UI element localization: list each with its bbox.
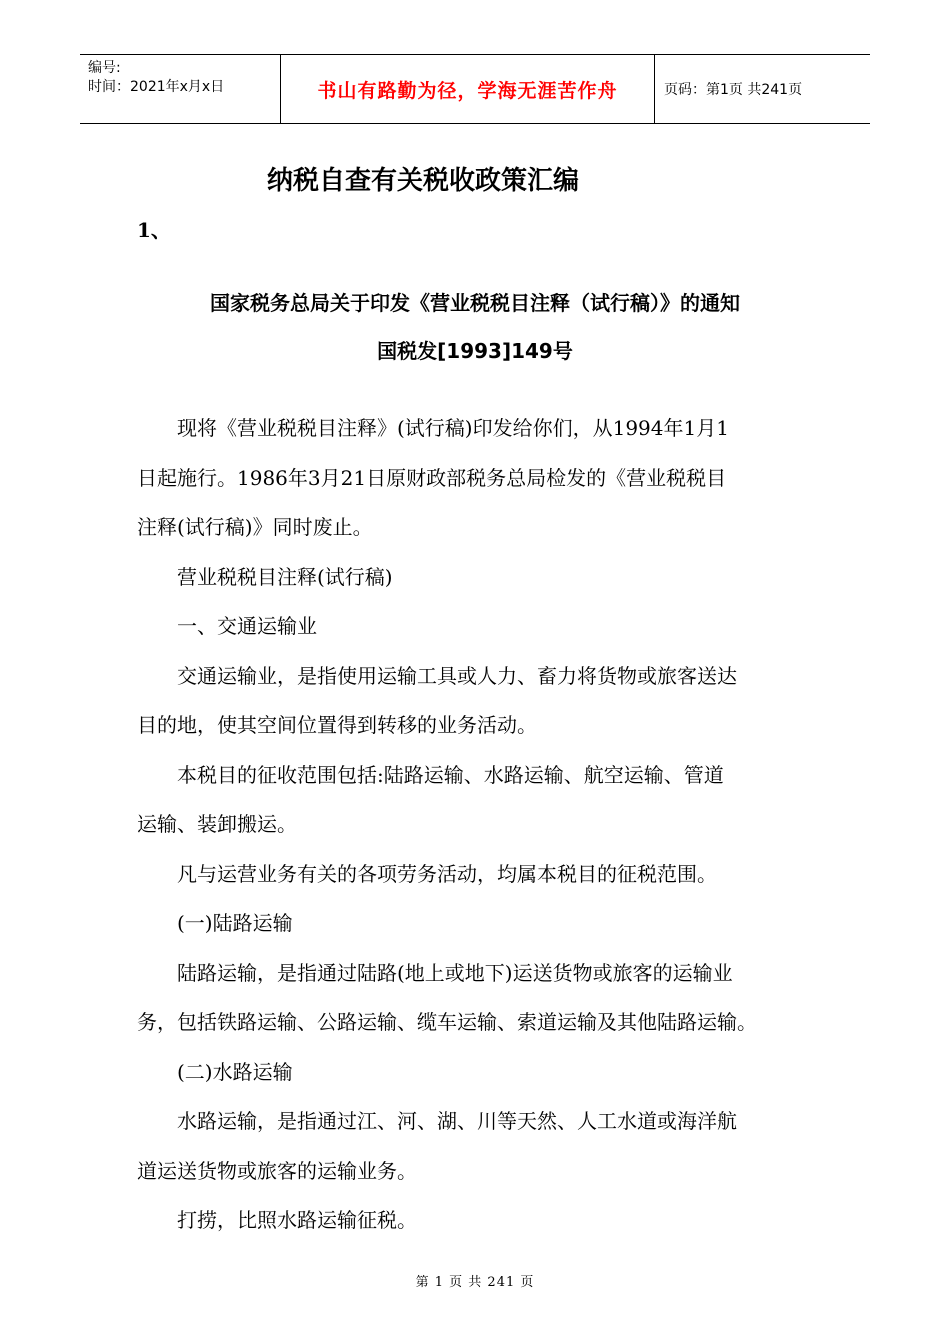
paragraph-line: 陆路运输，是指通过陆路(地上或地下)运送货物或旅客的运输业 xyxy=(177,960,733,985)
page-footer: 第 1 页 共 241 页 xyxy=(415,1275,535,1290)
paragraph-line: 目的地，使其空间位置得到转移的业务活动。 xyxy=(137,713,537,737)
header-motto: 书山有路勤为径，学海无涯苦作舟 xyxy=(317,79,618,102)
time-label: 时间：2021年x月x日 xyxy=(88,79,225,95)
paragraph-line: 本税目的征收范围包括:陆路运输、水路运输、航空运输、管道 xyxy=(177,762,724,787)
paragraph-line: (一)陆路运输 xyxy=(177,911,293,935)
paragraph xyxy=(137,1196,825,1246)
paragraph xyxy=(137,850,825,900)
paragraph-line: 运输、装卸搬运。 xyxy=(137,812,297,836)
paragraph-line: 务，包括铁路运输、公路运输、缆车运输、索道运输及其他陆路运输。 xyxy=(137,1010,757,1034)
notice-title: 国家税务总局关于印发《营业税税目注释（试行稿）》的通知 xyxy=(210,291,740,315)
paragraph-line: 营业税税目注释(试行稿) xyxy=(177,564,393,589)
section-number: 1、 xyxy=(137,218,171,242)
paragraph xyxy=(137,404,825,553)
paragraph-line: (二)水路运输 xyxy=(177,1059,293,1084)
paragraph-line: 日起施行。1986年3月21日原财政部税务总局检发的《营业税税目 xyxy=(137,465,727,490)
document-title: 纳税自查有关税收政策汇编 xyxy=(266,166,579,196)
paragraph-line: 注释(试行稿)》同时废止。 xyxy=(137,515,373,539)
page-header xyxy=(80,54,870,124)
paragraph-line: 打捞，比照水路运输征税。 xyxy=(177,1208,417,1232)
paragraph xyxy=(137,751,825,850)
paragraph xyxy=(137,602,825,652)
paragraph xyxy=(137,1048,825,1098)
header-motto-cell xyxy=(281,55,655,123)
paragraph xyxy=(137,949,825,1048)
paragraph-line: 交通运输业，是指使用运输工具或人力、畜力将货物或旅客送达 xyxy=(177,663,737,688)
body-text xyxy=(137,404,825,1246)
paragraph xyxy=(137,1097,825,1196)
paragraph xyxy=(137,652,825,751)
number-label: 编号: xyxy=(88,60,121,76)
notice-number: 国税发[1993]149号 xyxy=(377,339,573,363)
header-page-info: 页码：第1页 共241页 xyxy=(664,82,803,98)
paragraph-line: 水路运输，是指通过江、河、湖、川等天然、人工水道或海洋航 xyxy=(177,1109,737,1133)
paragraph-line: 凡与运营业务有关的各项劳务活动，均属本税目的征税范围。 xyxy=(177,861,717,886)
header-meta xyxy=(80,55,281,123)
paragraph-line: 现将《营业税税目注释》(试行稿)印发给你们，从1994年1月1 xyxy=(177,416,729,440)
paragraph xyxy=(137,553,825,603)
paragraph xyxy=(137,899,825,949)
paragraph-line: 一、交通运输业 xyxy=(177,614,317,638)
paragraph-line: 道运送货物或旅客的运输业务。 xyxy=(137,1158,417,1183)
